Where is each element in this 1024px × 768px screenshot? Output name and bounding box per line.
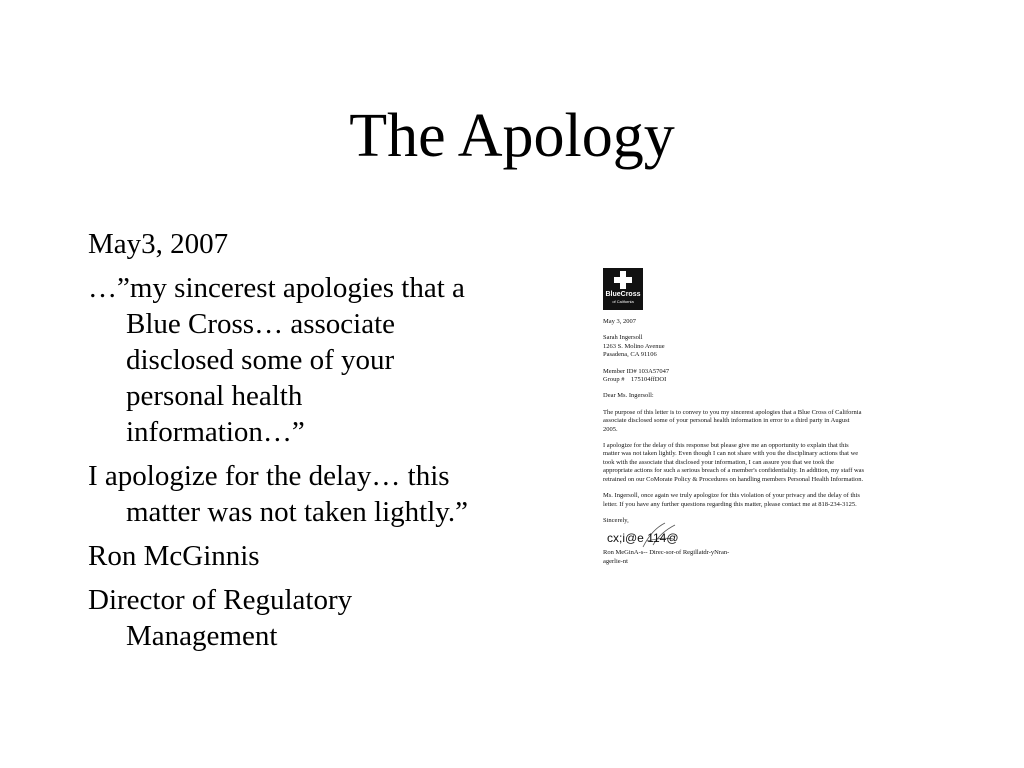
letter-salutation: Dear Ms. Ingersoll:	[603, 392, 654, 400]
bullet-signer-name: Ron McGinnis	[88, 540, 260, 572]
letter-member-id: Member ID# 103A57047	[603, 367, 670, 375]
letter-closing: Sincerely,	[603, 516, 629, 524]
letter-date: May 3, 2007	[603, 318, 637, 325]
letter-addressee-city: Pasadena, CA 91106	[603, 351, 657, 359]
bullet-quote-delay: I apologize for the delay… this matter was not taken lightly.”	[88, 460, 468, 528]
letter-group: Group # 175104ffDOI	[603, 376, 667, 384]
slide-title: The Apology	[349, 102, 675, 170]
body-bullet-list	[88, 226, 488, 662]
bullet-signer-title: Director of Regulatory Management	[88, 584, 353, 652]
letter-addressee-street: 1263 S. Molino Avenue	[603, 342, 665, 350]
letter-signer-line-1: Ron MeGinA-s-- Direc-sor-of Regillatdr-yNran-	[603, 549, 730, 557]
cross-icon	[614, 271, 632, 289]
signature-block	[603, 525, 865, 549]
letter-signer-line-2: agerlie-nt	[603, 557, 628, 565]
letter-image	[603, 268, 865, 566]
letter-paragraph-1: The purpose of this letter is to convey to you my sincerest apologies that a Blue Cross of California associate disclosed some of your personal health information in error to a third party in August 2005.	[603, 408, 862, 433]
logo-subtext: of California	[612, 299, 634, 304]
letter-paragraph-2: I apologize for the delay of this response but please give me an opportunity to explain that this matter was not taken lightly. Even though I can not share with you the disciplinary actions that we took with the associate that disclosed your information, I can assure you that we took the appropriate actions for such a serious breach of a member's confidentiality. In addition, my staff was retrained on our CoMorate Policy & Procedures on handling members Personal Health Information.	[603, 442, 865, 483]
blue-cross-logo-icon	[603, 268, 643, 310]
logo-text: BlueCross	[605, 291, 641, 298]
bullet-date: May3, 2007	[88, 228, 229, 260]
letter-addressee-name: Sarah Ingersoll	[603, 334, 643, 342]
bullet-quote-apology: …”my sincerest apologies that a Blue Cross… associate disclosed some of your personal health information…”	[88, 272, 465, 448]
letter-paragraph-3: Ms. Ingersoll, once again we truly apologize for this violation of your privacy and the delay of this letter. If you have any further questions regarding this matter, please contact me at 818-234-3125.	[603, 492, 860, 508]
letter-signature: cx;i@e 114@	[607, 531, 679, 546]
